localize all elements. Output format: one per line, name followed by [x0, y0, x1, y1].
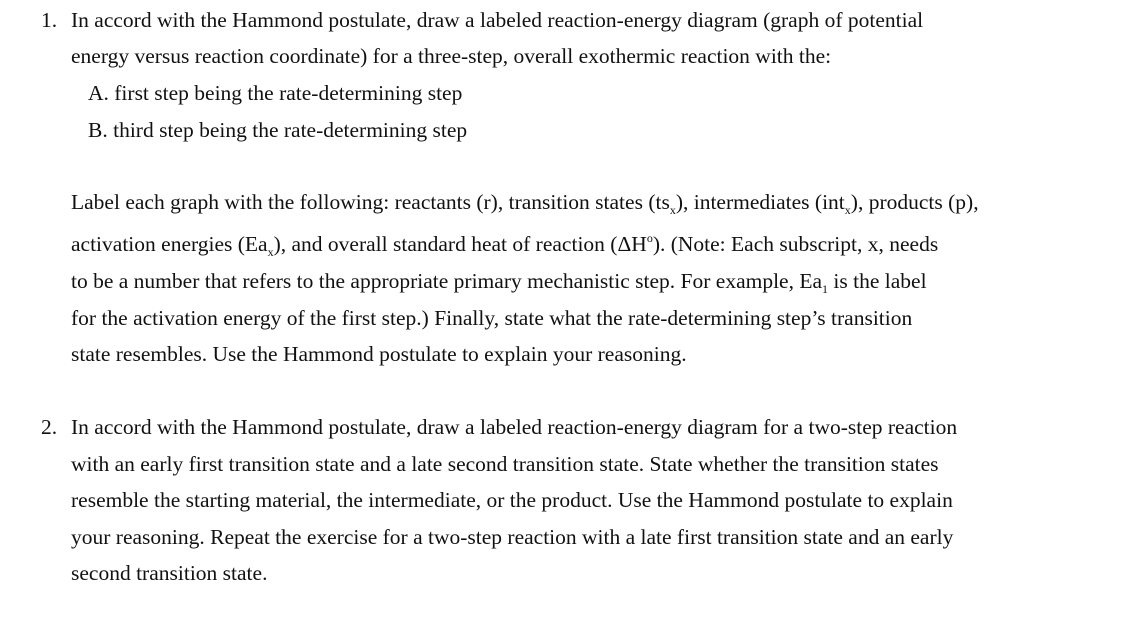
- question-1-item-b: B. third step being the rate-determining step: [88, 118, 468, 142]
- text-run: ). (Note: Each subscript, x, needs: [652, 232, 939, 256]
- question-1-paragraph-line-2: [71, 231, 939, 259]
- text-run: ), intermediates (int: [675, 190, 845, 214]
- question-2-line-4: your reasoning. Repeat the exercise for a two-step reaction with a late first transition state and an early: [71, 525, 954, 549]
- text-run: is the label: [828, 269, 927, 293]
- superscript: o: [646, 231, 653, 245]
- question-1-paragraph-line-5: state resembles. Use the Hammond postulate to explain your reasoning.: [71, 342, 687, 366]
- subscript: x: [844, 203, 851, 217]
- subscript: x: [669, 203, 676, 217]
- question-1-paragraph-line-1: [71, 190, 979, 217]
- subscript: 1: [822, 282, 829, 296]
- question-2-number: 2.: [41, 415, 58, 439]
- text-run: Label each graph with the following: reactants (r), transition states (ts: [71, 190, 670, 214]
- text-run: activation energies (Ea: [71, 232, 268, 256]
- question-1-paragraph-line-3: [71, 269, 927, 296]
- text-run: to be a number that refers to the appropriate primary mechanistic step. For example, Ea: [71, 269, 823, 293]
- question-1-line-2: energy versus reaction coordinate) for a three-step, overall exothermic reaction with the:: [71, 44, 832, 68]
- question-2-line-2: with an early first transition state and a late second transition state. State whether the transition states: [71, 452, 939, 476]
- question-2-line-3: resemble the starting material, the intermediate, or the product. Use the Hammond postulate to explain: [71, 488, 953, 512]
- question-2-line-1: In accord with the Hammond postulate, draw a labeled reaction-energy diagram for a two-step reaction: [71, 415, 958, 439]
- question-1-item-a: A. first step being the rate-determining step: [88, 81, 463, 105]
- subscript: x: [267, 245, 274, 259]
- question-1-paragraph-line-4: for the activation energy of the first step.) Finally, state what the rate-determining step’s transition: [71, 306, 913, 330]
- question-1-line-1: In accord with the Hammond postulate, draw a labeled reaction-energy diagram (graph of potential: [71, 8, 924, 32]
- text-run: ), and overall standard heat of reaction (ΔH: [273, 232, 647, 256]
- text-run: ), products (p),: [850, 190, 979, 214]
- question-1-number: 1.: [41, 8, 58, 32]
- question-2-line-5: second transition state.: [71, 561, 268, 585]
